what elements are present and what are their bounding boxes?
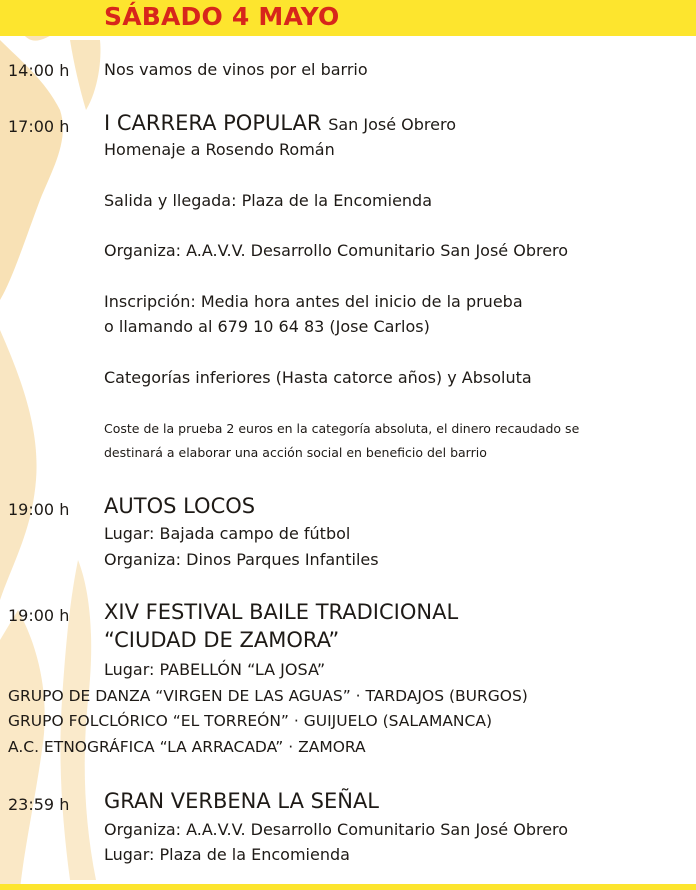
performing-group: A.C. ETNOGRÁFICA “LA ARRACADA” · ZAMORA (8, 738, 366, 756)
event-detail: Organiza: A.A.V.V. Desarrollo Comunitario San José Obrero (104, 241, 569, 260)
footer-bar (0, 884, 696, 890)
event-time: 23:59 h (8, 795, 70, 814)
event-title: “CIUDAD DE ZAMORA” (104, 628, 340, 652)
event-subtitle: San José Obrero (328, 115, 456, 134)
event-time: 19:00 h (8, 500, 70, 519)
event-description: Nos vamos de vinos por el barrio (104, 60, 368, 79)
event-title: XIV FESTIVAL BAILE TRADICIONAL (104, 600, 459, 624)
event-time: 14:00 h (8, 61, 70, 80)
event-time: 19:00 h (8, 606, 70, 625)
performing-group: GRUPO DE DANZA “VIRGEN DE LAS AGUAS” · TARDAJOS (BURGOS) (8, 687, 528, 705)
event-detail: Lugar: Bajada campo de fútbol (104, 524, 351, 543)
event-detail: Salida y llegada: Plaza de la Encomienda (104, 191, 433, 210)
event-detail: Inscripción: Media hora antes del inicio de la prueba (104, 292, 523, 311)
event-title: GRAN VERBENA LA SEÑAL (104, 789, 380, 813)
event-title: AUTOS LOCOS (104, 494, 256, 518)
event-detail: o llamando al 679 10 64 83 (Jose Carlos) (104, 317, 430, 336)
day-header-bar (0, 0, 696, 36)
event-time: 17:00 h (8, 117, 70, 136)
event-detail: Lugar: PABELLÓN “LA JOSA” (104, 660, 326, 679)
event-detail: Organiza: A.A.V.V. Desarrollo Comunitario San José Obrero (104, 820, 569, 839)
event-detail: Lugar: Plaza de la Encomienda (104, 845, 350, 864)
event-detail: Organiza: Dinos Parques Infantiles (104, 550, 379, 569)
event-note: destinará a elaborar una acción social en beneficio del barrio (104, 445, 487, 460)
event-detail: Categorías inferiores (Hasta catorce años) y Absoluta (104, 368, 532, 387)
event-title-main: I CARRERA POPULAR (104, 111, 322, 135)
performing-group: GRUPO FOLCLÓRICO “EL TORREÓN” · GUIJUELO (SALAMANCA) (8, 712, 493, 730)
event-detail: Homenaje a Rosendo Román (104, 140, 335, 159)
event-note: Coste de la prueba 2 euros en la categoría absoluta, el dinero recaudado se (104, 421, 580, 436)
event-title (104, 111, 456, 135)
day-title: SÁBADO 4 MAYO (104, 2, 340, 31)
